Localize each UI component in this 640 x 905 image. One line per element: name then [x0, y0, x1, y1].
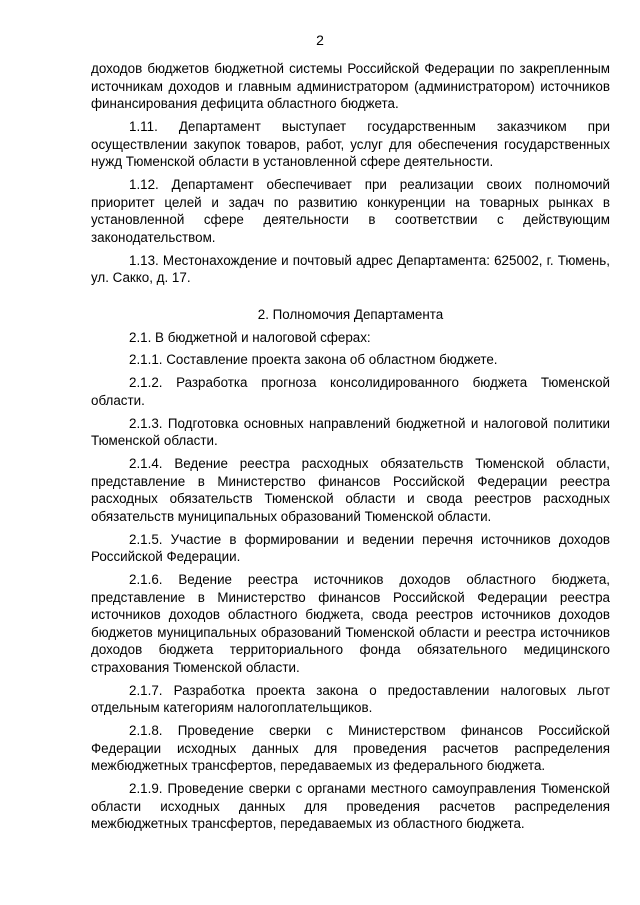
paragraph-2-1: 2.1. В бюджетной и налоговой сферах: [129, 329, 371, 345]
document-body [91, 60, 610, 838]
paragraph-continuation: доходов бюджетов бюджетной системы Российской Федерации по закрепленным источникам доходов и главным администратором (администратором) источников финансирования дефицита областного бюджета. [91, 61, 610, 112]
paragraph-2-1-5: 2.1.5. Участие в формировании и ведении перечня источников доходов Российской Федерации. [91, 531, 610, 565]
paragraph-2-1-8: 2.1.8. Проведение сверки с Министерством финансов Российской Федерации исходных данных для проведения расчетов распределения межбюджетных трансфертов, передаваемых из федерального бюджета. [91, 723, 610, 774]
paragraph-1-12: 1.12. Департамент обеспечивает при реализации своих полномочий приоритет целей и задач по развитию конкуренции на товарных рынках в установленной сфере деятельности в соответствии с действующим законодательством. [91, 176, 610, 245]
page-number: 2 [316, 32, 324, 48]
section-heading: 2. Полномочия Департамента [257, 306, 444, 322]
paragraph-1-13: 1.13. Местонахождение и почтовый адрес Департамента: 625002, г. Тюмень, ул. Сакко, д. 17. [91, 252, 610, 286]
paragraph-2-1-1: 2.1.1. Составление проекта закона об областном бюджете. [129, 352, 498, 368]
paragraph-2-1-6: 2.1.6. Ведение реестра источников доходов областного бюджета, представление в Министерство финансов Российской Федерации реестра источников доходов областного бюджета, свода реестров источников доходов бюджетов муниципальных образований Тюменской области и реестра источников доходов бюджета территориального фонда обязательного медицинского страхования Тюменской области. [91, 571, 610, 675]
paragraph-2-1-4: 2.1.4. Ведение реестра расходных обязательств Тюменской области, представление в Министерство финансов Российской Федерации реестра расходных обязательств Тюменской области и свода реестров расходных обязательств муниципальных образований Тюменской области. [91, 455, 610, 524]
section-gap [91, 292, 610, 306]
paragraph-2-1-3: 2.1.3. Подготовка основных направлений бюджетной и налоговой политики Тюменской области. [91, 415, 610, 449]
paragraph-2-1-2: 2.1.2. Разработка прогноза консолидированного бюджета Тюменской области. [91, 375, 610, 408]
paragraph-2-1-9: 2.1.9. Проведение сверки с органами местного самоуправления Тюменской области исходных данных для проведения расчетов распределения межбюджетных трансфертов, передаваемых из областного бюджета. [91, 781, 610, 832]
paragraph-1-11: 1.11. Департамент выступает государственным заказчиком при осуществлении закупок товаров, работ, услуг для обеспечения государственных нужд Тюменской области в установленной сфере деятельности. [91, 118, 610, 170]
paragraph-2-1-7: 2.1.7. Разработка проекта закона о предоставлении налоговых льгот отдельным категориям налогоплательщиков. [91, 682, 610, 716]
